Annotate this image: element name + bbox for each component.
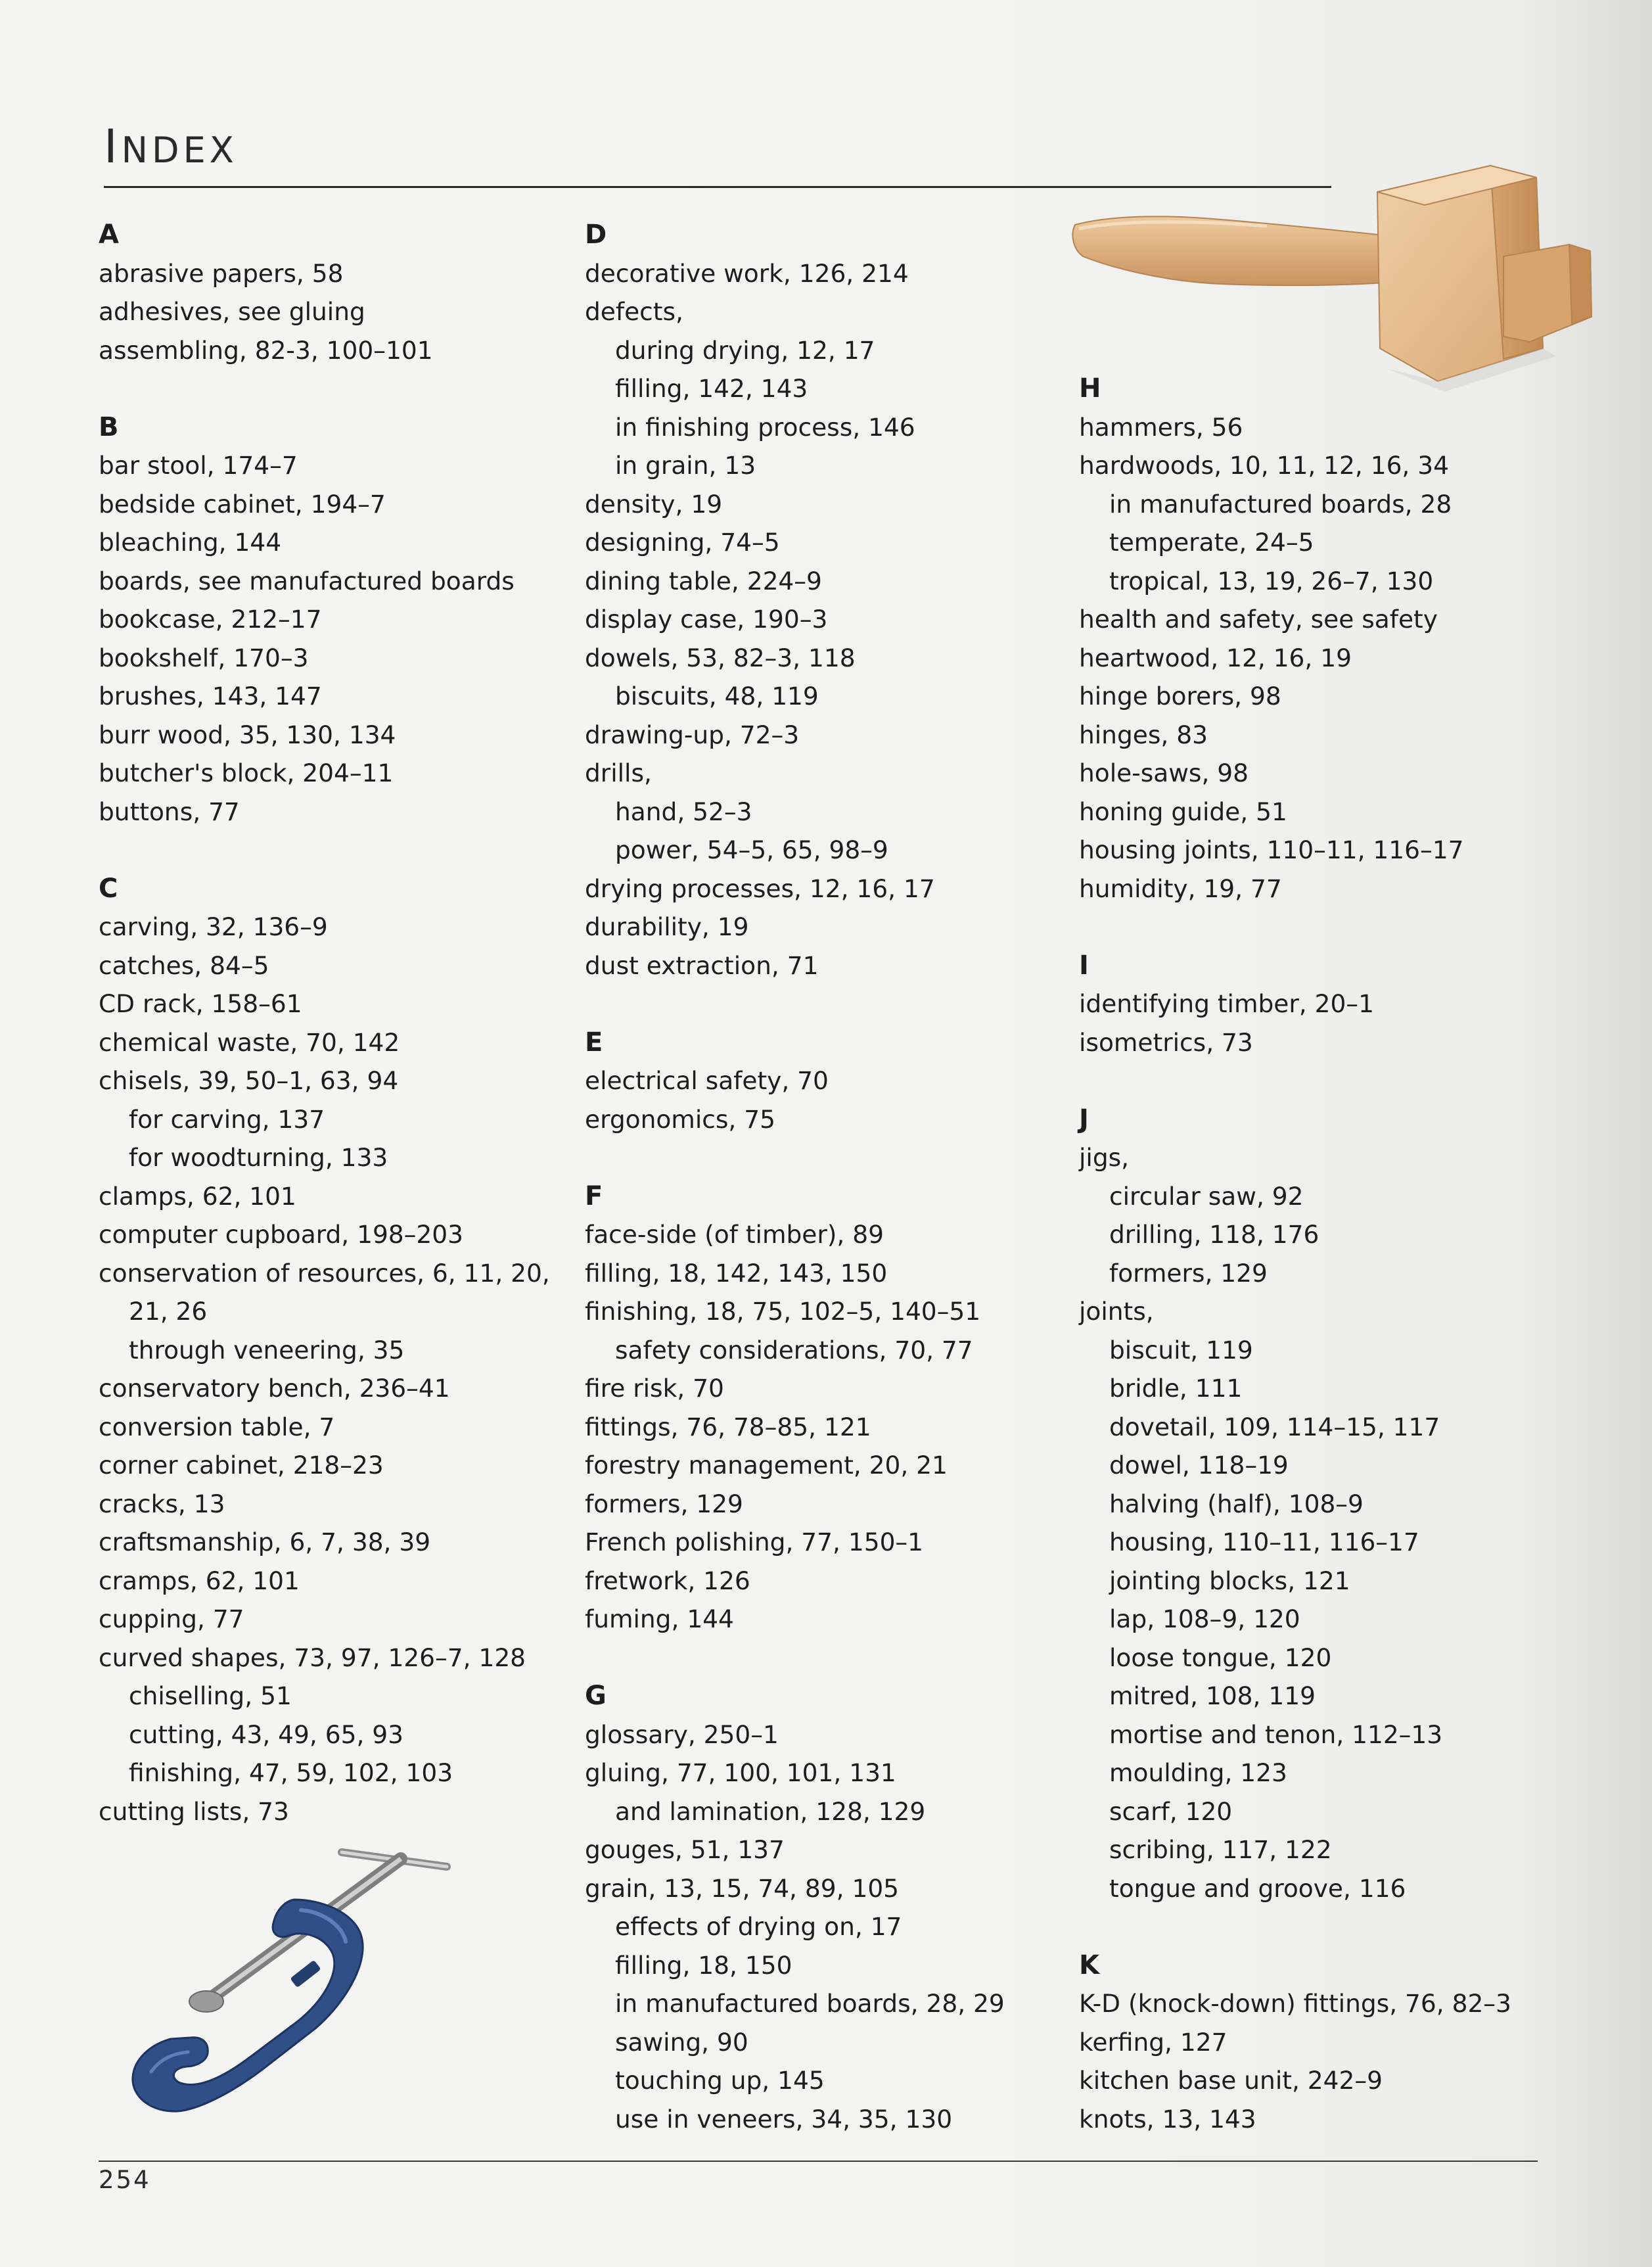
index-entry: kitchen base unit, 242–9	[1079, 2066, 1383, 2095]
section-letter: H	[1079, 373, 1101, 404]
index-entry: corner cabinet, 218–23	[99, 1451, 384, 1480]
index-entry: knots, 13, 143	[1079, 2104, 1256, 2134]
section-gap	[99, 831, 578, 870]
index-entry: gluing, 77, 100, 101, 131	[585, 1758, 896, 1787]
index-entry: finishing, 18, 75, 102–5, 140–51	[585, 1297, 981, 1326]
index-entry: density, 19	[585, 489, 723, 519]
index-entry: dust extraction, 71	[585, 950, 819, 980]
index-entry: hole-saws, 98	[1079, 759, 1249, 787]
index-entry: boards, see manufactured boards	[99, 566, 515, 596]
index-subentry: formers, 129	[1109, 1258, 1268, 1288]
wooden-mallet-illustration	[1070, 151, 1609, 421]
index-entry: isometrics, 73	[1079, 1027, 1253, 1057]
index-subentry: and lamination, 128, 129	[615, 1796, 926, 1826]
index-subentry: biscuit, 119	[1109, 1335, 1253, 1365]
index-entry: glossary, 250–1	[585, 1719, 779, 1749]
index-subentry: bridle, 111	[1109, 1374, 1243, 1403]
index-entry: dining table, 224–9	[585, 566, 822, 596]
section-letter: G	[585, 1681, 607, 1711]
index-entry: forestry management, 20, 21	[585, 1451, 948, 1480]
section-letter: J	[1079, 1104, 1089, 1134]
index-entry: fire risk, 70	[585, 1374, 724, 1403]
index-entry: bookcase, 212–17	[99, 605, 322, 634]
index-entry: cutting lists, 73	[99, 1796, 289, 1826]
index-entry: durability, 19	[585, 912, 749, 941]
section-gap	[1079, 908, 1578, 947]
index-subentry: dowel, 118–19	[1109, 1451, 1289, 1480]
index-subentry: hand, 52–3	[615, 797, 752, 826]
index-entry: conservatory bench, 236–41	[99, 1374, 450, 1403]
index-entry: abrasive papers, 58	[99, 258, 344, 288]
index-subentry: chiselling, 51	[129, 1681, 292, 1710]
index-entry: hinges, 83	[1079, 720, 1208, 749]
index-entry: defects,	[585, 297, 683, 326]
index-subentry: loose tongue, 120	[1109, 1643, 1332, 1672]
section-gap	[1079, 1907, 1578, 1946]
index-entry: computer cupboard, 198–203	[99, 1220, 463, 1249]
index-entry: humidity, 19, 77	[1079, 874, 1282, 903]
index-entry: bleaching, 144	[99, 528, 282, 557]
index-entry: cramps, 62, 101	[99, 1566, 300, 1595]
index-entry: burr wood, 35, 130, 134	[99, 720, 396, 749]
index-entry: chemical waste, 70, 142	[99, 1027, 400, 1057]
index-entry: buttons, 77	[99, 797, 240, 826]
section-letter: E	[585, 1027, 603, 1058]
index-subentry: safety considerations, 70, 77	[615, 1335, 973, 1365]
index-entry: French polishing, 77, 150–1	[585, 1528, 924, 1556]
index-subentry: dovetail, 109, 114–15, 117	[1109, 1412, 1440, 1441]
index-entry: hinge borers, 98	[1079, 682, 1281, 711]
index-entry: assembling, 82-3, 100–101	[99, 335, 433, 365]
index-subentry: jointing blocks, 121	[1109, 1566, 1350, 1595]
index-entry: jigs,	[1079, 1143, 1130, 1172]
index-entry: kerfing, 127	[1079, 2027, 1228, 2057]
index-entry: drills,	[585, 759, 652, 787]
section-letter: A	[99, 220, 119, 250]
index-subentry: halving (half), 108–9	[1109, 1489, 1364, 1518]
index-subentry: tropical, 13, 19, 26–7, 130	[1109, 566, 1434, 596]
index-entry: fuming, 144	[585, 1604, 734, 1633]
index-subentry: sawing, 90	[615, 2027, 748, 2057]
index-entry: drawing-up, 72–3	[585, 720, 800, 749]
index-entry: health and safety, see safety	[1079, 605, 1438, 634]
index-entry: designing, 74–5	[585, 528, 780, 557]
index-entry: drying processes, 12, 16, 17	[585, 874, 935, 903]
index-entry: cracks, 13	[99, 1489, 225, 1518]
section-letter: B	[99, 411, 119, 442]
index-subentry: in manufactured boards, 28	[1109, 489, 1452, 519]
index-subentry: power, 54–5, 65, 98–9	[615, 835, 888, 864]
index-entry: fretwork, 126	[585, 1566, 750, 1595]
page-number: 254	[99, 2166, 151, 2194]
index-subentry: scribing, 117, 122	[1109, 1835, 1332, 1864]
index-entry: bookshelf, 170–3	[99, 643, 309, 672]
section-gap	[99, 369, 578, 408]
index-subentry: lap, 108–9, 120	[1109, 1604, 1300, 1633]
section-letter: F	[585, 1180, 603, 1211]
index-subentry: temperate, 24–5	[1109, 528, 1314, 557]
section-letter: D	[585, 220, 607, 250]
index-entry: formers, 129	[585, 1489, 743, 1518]
index-entry: butcher's block, 204–11	[99, 759, 394, 787]
index-entry: fittings, 76, 78–85, 121	[585, 1412, 871, 1441]
index-entry: catches, 84–5	[99, 950, 269, 980]
index-subentry: biscuits, 48, 119	[615, 682, 819, 711]
index-entry: housing joints, 110–11, 116–17	[1079, 835, 1464, 864]
index-entry: conversion table, 7	[99, 1412, 335, 1441]
index-subentry: mitred, 108, 119	[1109, 1681, 1316, 1710]
index-subentry: finishing, 47, 59, 102, 103	[129, 1758, 453, 1787]
footer-rule	[99, 2161, 1538, 2162]
index-subentry: for woodturning, 133	[129, 1143, 388, 1172]
index-entry: conservation of resources, 6, 11, 20,	[99, 1258, 550, 1288]
index-entry: dowels, 53, 82–3, 118	[585, 643, 856, 672]
index-subentry: during drying, 12, 17	[615, 335, 875, 365]
index-subentry: circular saw, 92	[1109, 1181, 1304, 1211]
index-entry: curved shapes, 73, 97, 126–7, 128	[99, 1643, 526, 1672]
section-letter: I	[1079, 950, 1089, 981]
index-entry: filling, 18, 142, 143, 150	[585, 1258, 888, 1288]
index-subentry: moulding, 123	[1109, 1758, 1287, 1787]
index-entry: cupping, 77	[99, 1604, 244, 1633]
index-entry: K-D (knock-down) fittings, 76, 82–3	[1079, 1989, 1511, 2018]
index-entry: joints,	[1079, 1297, 1154, 1326]
index-entry: face-side (of timber), 89	[585, 1220, 884, 1249]
index-entry: craftsmanship, 6, 7, 38, 39	[99, 1528, 431, 1556]
index-entry: honing guide, 51	[1079, 797, 1287, 826]
index-entry: bar stool, 174–7	[99, 451, 298, 480]
section-letter: C	[99, 873, 118, 904]
index-subentry: in finishing process, 146	[615, 412, 915, 442]
index-subentry: filling, 142, 143	[615, 374, 808, 403]
index-entry: grain, 13, 15, 74, 89, 105	[585, 1873, 900, 1903]
index-subentry: cutting, 43, 49, 65, 93	[129, 1719, 404, 1749]
index-entry: display case, 190–3	[585, 605, 828, 634]
index-subentry: effects of drying on, 17	[615, 1912, 902, 1941]
index-entry: hammers, 56	[1079, 412, 1243, 442]
section-gap	[585, 985, 1065, 1023]
index-subentry: in grain, 13	[615, 451, 756, 480]
index-subentry: for carving, 137	[129, 1104, 325, 1134]
index-entry: hardwoods, 10, 11, 12, 16, 34	[1079, 451, 1449, 480]
index-column-3	[1079, 369, 1578, 2138]
index-subentry: in manufactured boards, 28, 29	[615, 1989, 1005, 2018]
index-entry: electrical safety, 70	[585, 1066, 829, 1095]
index-subentry: filling, 18, 150	[615, 1950, 792, 1980]
index-entry: clamps, 62, 101	[99, 1181, 296, 1211]
index-subentry: drilling, 118, 176	[1109, 1220, 1319, 1249]
section-gap	[1079, 1062, 1578, 1100]
index-subentry: through veneering, 35	[129, 1335, 405, 1365]
index-subentry: scarf, 120	[1109, 1796, 1233, 1826]
index-subentry: touching up, 145	[615, 2066, 825, 2095]
page-title: INDEX	[104, 120, 238, 174]
index-entry: adhesives, see gluing	[99, 297, 365, 326]
index-entry: CD rack, 158–61	[99, 989, 302, 1018]
index-subentry: housing, 110–11, 116–17	[1109, 1528, 1419, 1556]
section-letter: K	[1079, 1950, 1099, 1980]
index-entry: heartwood, 12, 16, 19	[1079, 643, 1352, 672]
index-subentry: 21, 26	[129, 1297, 208, 1326]
index-column-2	[585, 216, 1065, 2138]
index-subentry: tongue and groove, 116	[1109, 1873, 1406, 1903]
index-entry: gouges, 51, 137	[585, 1835, 785, 1864]
section-gap	[585, 1138, 1065, 1177]
index-subentry: mortise and tenon, 112–13	[1109, 1719, 1443, 1749]
index-entry: bedside cabinet, 194–7	[99, 489, 386, 519]
index-entry: carving, 32, 136–9	[99, 912, 328, 941]
g-clamp-illustration	[125, 1801, 467, 2136]
index-subentry: use in veneers, 34, 35, 130	[615, 2104, 953, 2134]
index-column-1	[99, 216, 578, 1831]
index-entry: decorative work, 126, 214	[585, 258, 909, 288]
section-gap	[585, 1639, 1065, 1677]
index-entry: brushes, 143, 147	[99, 682, 322, 711]
index-entry: chisels, 39, 50–1, 63, 94	[99, 1066, 399, 1095]
index-entry: identifying timber, 20–1	[1079, 989, 1374, 1018]
index-entry: ergonomics, 75	[585, 1104, 775, 1134]
